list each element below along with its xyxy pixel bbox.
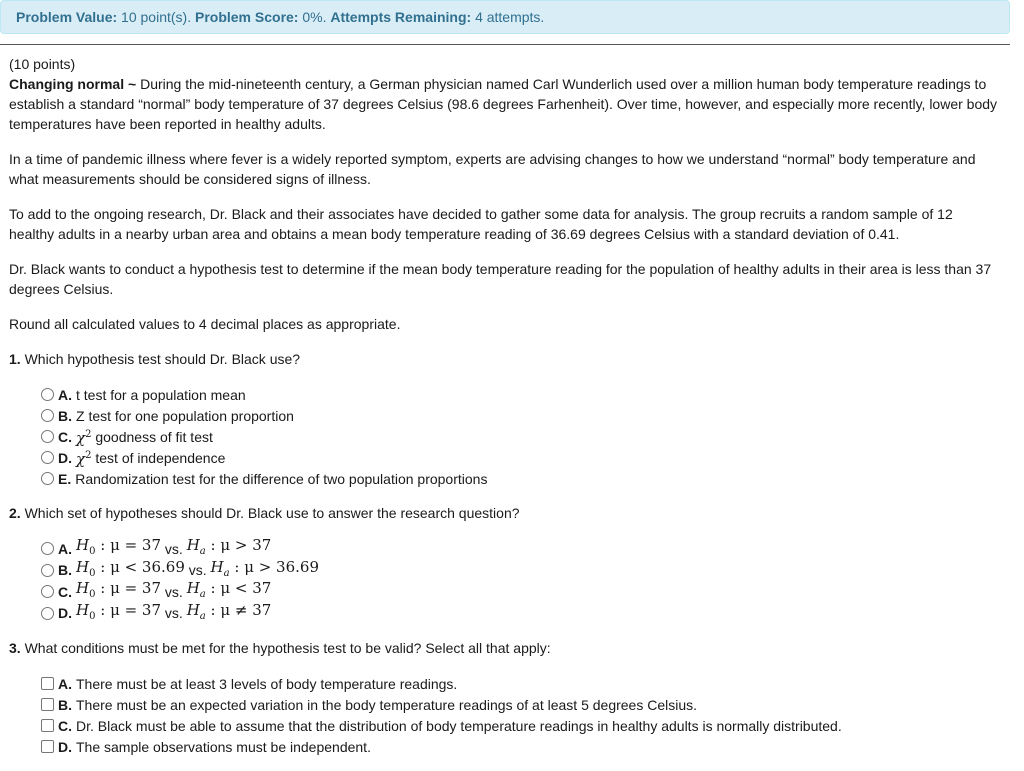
problem-score-label: Problem Score:: [194, 9, 299, 25]
problem-value-label: Problem Value:: [16, 9, 118, 25]
rounding-instruction: Round all calculated values to 4 decimal places as appropriate.: [9, 316, 401, 332]
question-1-text: Which hypothesis test should Dr. Black use?: [24, 351, 301, 367]
question-2-number: 2.: [9, 505, 21, 521]
question-2-text: Which set of hypotheses should Dr. Black use to answer the research question?: [24, 505, 520, 521]
problem-paragraph-2: In a time of pandemic illness where fever is a widely reported symptom, experts are advising changes to how we understand “normal” body temperature and what measurements should be considered signs of illness.: [9, 151, 976, 187]
radio-button[interactable]: [41, 564, 54, 577]
divider: [0, 44, 1010, 45]
radio-button[interactable]: [41, 430, 54, 443]
problem-paragraph-4: Dr. Black wants to conduct a hypothesis test to determine if the mean body temperature reading for the population of healthy adults in their area is less than 37 degrees Celsius.: [9, 261, 992, 297]
question-3-text: What conditions must be met for the hypothesis test to be valid? Select all that apply:: [24, 640, 551, 656]
radio-button[interactable]: [41, 388, 54, 401]
q1-option-e[interactable]: E. Randomization test for the difference of two population proportions: [41, 468, 1001, 489]
question-3-number: 3.: [9, 640, 21, 656]
q3-option-c[interactable]: C. Dr. Black must be able to assume that the distribution of body temperature readings in healthy adults is normally distributed.: [41, 715, 1001, 736]
question-1: [9, 349, 1001, 369]
q1-option-b[interactable]: B. Z test for one population proportion: [41, 405, 1001, 426]
problem-intro: [9, 74, 1001, 134]
radio-button[interactable]: [41, 409, 54, 422]
problem-body: [9, 54, 1001, 771]
attempts-remaining-label: Attempts Remaining:: [330, 9, 472, 25]
checkbox[interactable]: [41, 698, 54, 711]
radio-button[interactable]: [41, 542, 54, 555]
q3-option-b[interactable]: B. There must be an expected variation in the body temperature readings of at least 5 degrees Celsius.: [41, 694, 1001, 715]
radio-button[interactable]: [41, 472, 54, 485]
q1-option-c[interactable]: C. $\chi^2$ goodness of fit test: [41, 426, 1001, 447]
question-3-options: [9, 673, 1001, 757]
q2-option-d[interactable]: D. $H_0$ : μ = 37 vs. $H_a$ : μ ≠ 37: [41, 603, 1001, 625]
q2-option-a[interactable]: A. $H_0$ : μ = 37 vs. $H_a$ : μ > 37: [41, 538, 1001, 560]
problem-value: 10 point(s).: [121, 9, 192, 25]
problem-points: (10 points): [9, 56, 76, 72]
q1-option-d[interactable]: D. $\chi^2$ test of independence: [41, 447, 1001, 468]
radio-button[interactable]: [41, 585, 54, 598]
q2-option-b[interactable]: B. $H_0$ : μ < 36.69 vs. $H_a$ : μ > 36.69: [41, 560, 1001, 582]
question-2: [9, 503, 1001, 523]
q2-option-c[interactable]: C. $H_0$ : μ = 37 vs. $H_a$ : μ < 37: [41, 581, 1001, 603]
question-1-number: 1.: [9, 351, 21, 367]
checkbox[interactable]: [41, 677, 54, 690]
checkbox[interactable]: [41, 719, 54, 732]
attempts-remaining: 4 attempts.: [475, 9, 545, 25]
checkbox[interactable]: [41, 740, 54, 753]
problem-title: Changing normal ~: [9, 76, 137, 92]
radio-button[interactable]: [41, 607, 54, 620]
question-2-options: [9, 538, 1001, 624]
q1-option-a[interactable]: A. t test for a population mean: [41, 384, 1001, 405]
question-1-options: [9, 384, 1001, 489]
problem-paragraph-3: To add to the ongoing research, Dr. Black and their associates have decided to gather some data for analysis. The group recruits a random sample of 12 healthy adults in a nearby urban area and obtains a mean body temperature reading of 36.69 degrees Celsius with a standard deviation of 0.41.: [9, 206, 953, 242]
problem-status-banner: [0, 0, 1010, 34]
radio-button[interactable]: [41, 451, 54, 464]
q3-option-a[interactable]: A. There must be at least 3 levels of body temperature readings.: [41, 673, 1001, 694]
problem-score: 0%.: [302, 9, 327, 25]
problem-paragraph-1: During the mid-nineteenth century, a German physician named Carl Wunderlich used over a million human body temperature readings to establish a standard “normal” body temperature of 37 degrees Celsius (98.6 degrees Farhenheit). Over time, however, and especially more recently, lower body temperatures have been reported in healthy adults.: [9, 76, 998, 132]
question-3: [9, 638, 1001, 658]
q3-option-d[interactable]: D. The sample observations must be independent.: [41, 736, 1001, 757]
